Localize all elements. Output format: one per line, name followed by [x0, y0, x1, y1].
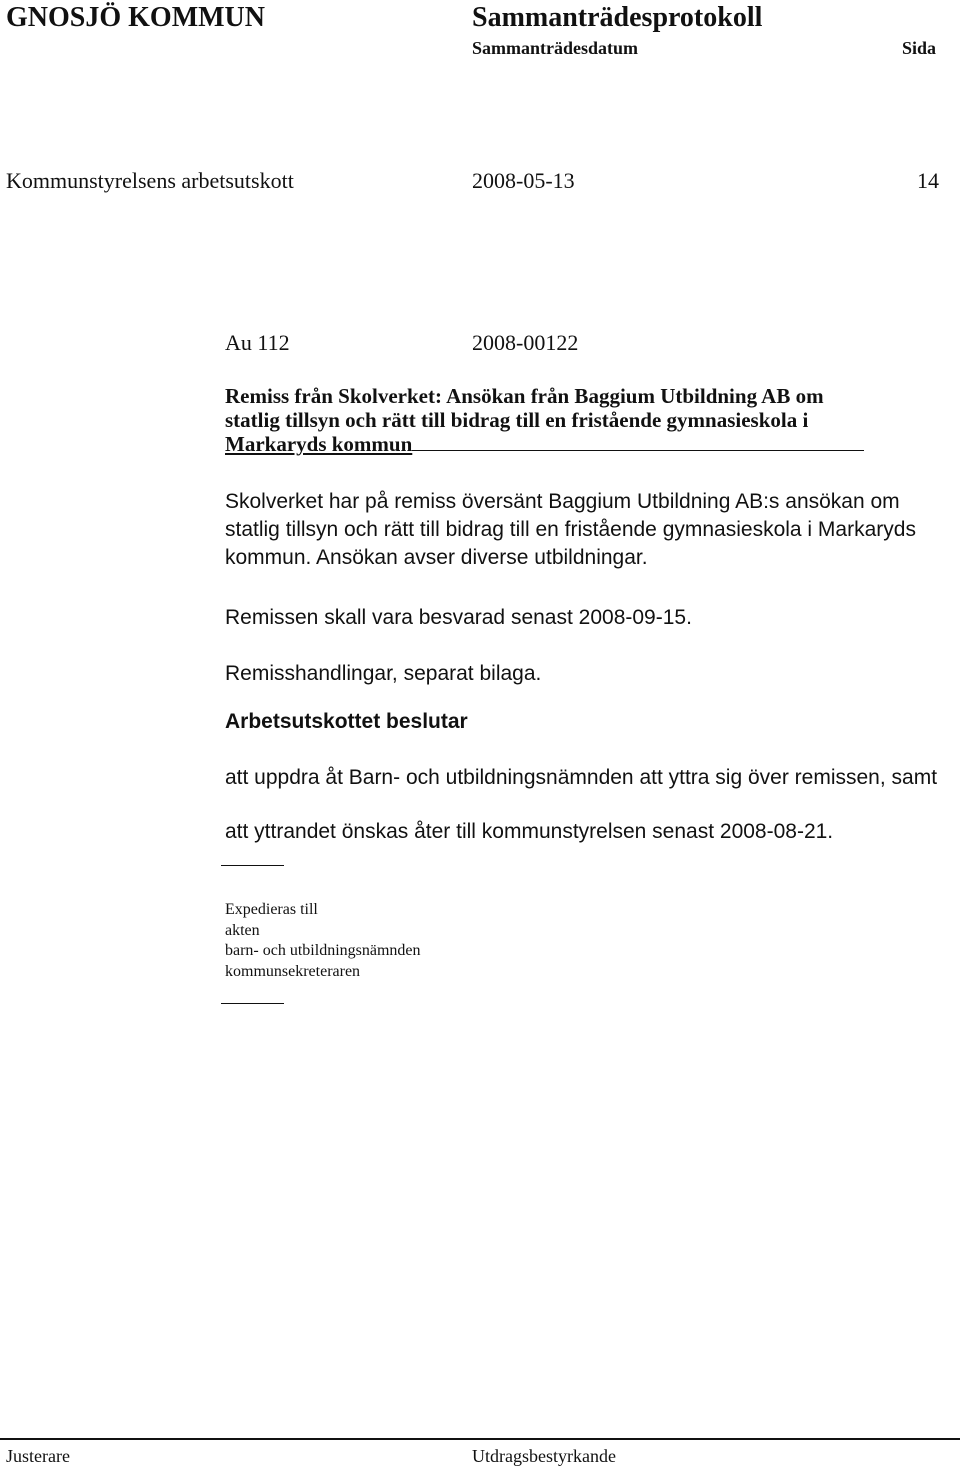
- case-id: Au 112: [225, 330, 290, 355]
- case-title-last-line: Markaryds kommun: [225, 432, 413, 456]
- distribution-item: barn- och utbildningsnämnden: [225, 942, 421, 959]
- adjuster-label: Justerare: [6, 1446, 70, 1466]
- case-title-line: [225, 432, 945, 456]
- intro-line: kommun. Ansökan avser diverse utbildningar.: [225, 546, 648, 569]
- meeting-date: 2008-05-13: [472, 168, 575, 193]
- distribution-list: [225, 900, 421, 982]
- distribution-item: akten: [225, 921, 260, 939]
- intro-line: Skolverket har på remiss översänt Baggium Utbildning AB:s ansökan om: [225, 490, 900, 513]
- meeting-date-label: Sammanträdesdatum: [472, 38, 639, 58]
- decision-item: att yttrandet önskas åter till kommunstyrelsen senast 2008-08-21.: [225, 820, 834, 843]
- response-deadline: Remissen skall vara besvarad senast 2008-09-15.: [225, 606, 692, 629]
- intro-line: statlig tillsyn och rätt till bidrag till en fristående gymnasieskola i Markaryds: [225, 518, 916, 541]
- organization-name: GNOSJÖ KOMMUN: [6, 2, 265, 33]
- diary-number: 2008-00122: [472, 330, 579, 355]
- document-type: Sammanträdesprotokoll: [472, 2, 763, 33]
- footer-rule: [0, 1438, 960, 1440]
- divider: [221, 865, 284, 866]
- divider: [221, 1003, 284, 1004]
- distribution-item: kommunsekreteraren: [225, 962, 361, 980]
- page-number: 14: [917, 168, 939, 193]
- decision-item: att uppdra åt Barn- och utbildningsnämnden att yttra sig över remissen, samt: [225, 766, 938, 789]
- case-title-line: statlig tillsyn och rätt till bidrag till en fristående gymnasieskola i: [225, 408, 809, 432]
- appendix-note: Remisshandlingar, separat bilaga.: [225, 662, 542, 685]
- case-title-line: Remiss från Skolverket: Ansökan från Baggium Utbildning AB om: [225, 384, 824, 408]
- decision-heading: Arbetsutskottet beslutar: [225, 710, 468, 733]
- committee-name: Kommunstyrelsens arbetsutskott: [6, 168, 294, 193]
- title-underline-fill: [412, 434, 864, 451]
- page-label: Sida: [902, 38, 937, 58]
- case-intro: [225, 488, 945, 572]
- distribution-heading: Expedieras till: [225, 901, 318, 918]
- extract-certification-label: Utdragsbestyrkande: [472, 1446, 616, 1466]
- case-title: [225, 384, 945, 456]
